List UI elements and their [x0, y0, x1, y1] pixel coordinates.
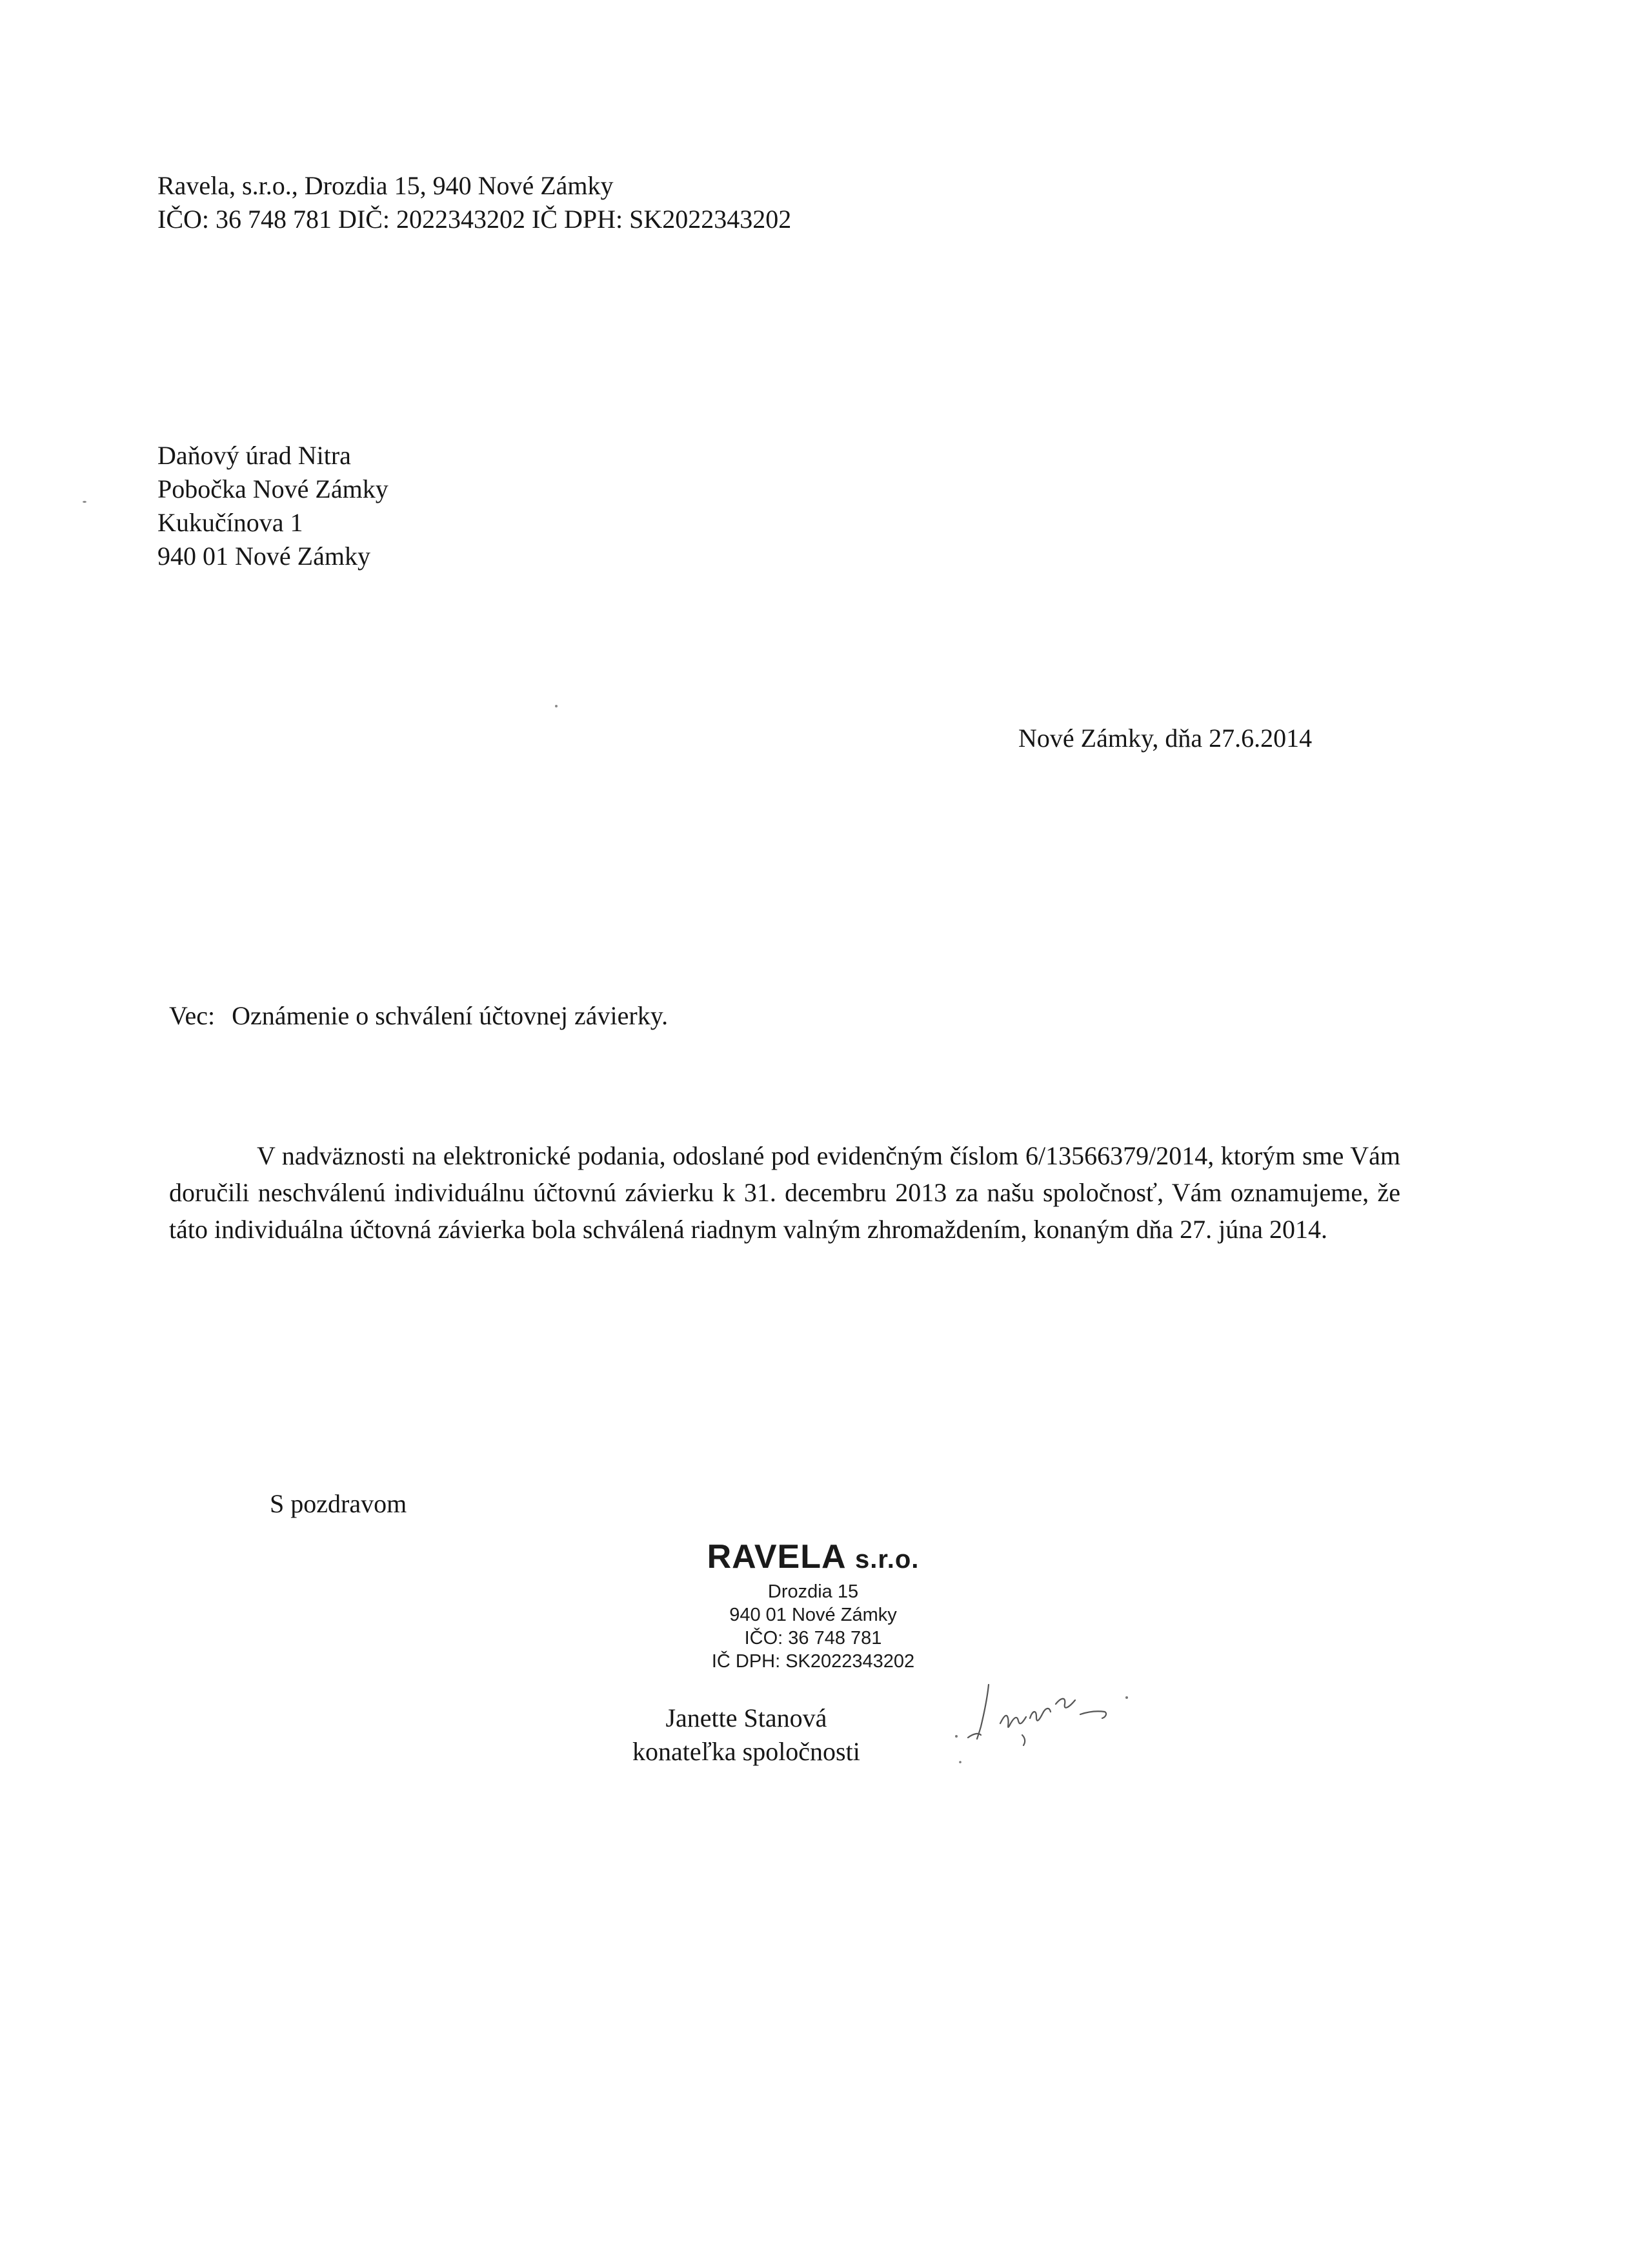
recipient-line-branch: Pobočka Nové Zámky — [157, 474, 388, 503]
signatory-name: Janette Stanová — [665, 1703, 827, 1732]
recipient-line-office: Daňový úrad Nitra — [157, 441, 351, 470]
stamp-street: Drozdia 15 — [767, 1581, 859, 1602]
subject-line — [169, 999, 668, 1033]
stamp-city: 940 01 Nové Zámky — [729, 1605, 897, 1625]
body-paragraph: V nadväznosti na elektronické podania, odoslané pod evidenčným číslom 6/13566379/2014, ktorým sme Vám doručili neschválenú individuálnu účtovnú závierku k 31. decembru 2013 za našu spoločnosť, Vám oznamujeme, že táto individuálna účtovná závierka bola schválená riadnym valným zhromaždením, konaným dňa 27. júna 2014. — [169, 1141, 1400, 1244]
recipient-address — [157, 439, 388, 573]
recipient-line-city: 940 01 Nové Zámky — [157, 542, 370, 571]
stamp-company-name: RAVELA — [707, 1538, 845, 1576]
letter-date: Nové Zámky, dňa 27.6.2014 — [1018, 724, 1313, 753]
sender-address-line: Ravela, s.r.o., Drozdia 15, 940 Nové Zámky — [157, 171, 614, 200]
signatory-block — [632, 1701, 860, 1769]
subject-text: Oznámenie o schválení účtovnej závierky. — [232, 1001, 669, 1030]
stamp-company-suffix: s.r.o. — [855, 1545, 920, 1574]
recipient-line-street: Kukučínova 1 — [157, 508, 303, 537]
scan-speck — [555, 705, 558, 707]
signatory-role: konateľka spoločnosti — [632, 1737, 860, 1766]
stamp-ico: IČO: 36 748 781 — [744, 1628, 882, 1649]
handwritten-signature — [942, 1659, 1162, 1775]
company-stamp — [645, 1536, 981, 1673]
stamp-company — [645, 1536, 981, 1580]
subject-label: Vec: — [169, 1001, 216, 1030]
sender-ids-line: IČO: 36 748 781 DIČ: 2022343202 IČ DPH: SK2022343202 — [157, 205, 792, 234]
stamp-vat-id: IČ DPH: SK2022343202 — [711, 1651, 915, 1672]
sender-header — [157, 169, 791, 236]
closing-greeting: S pozdravom — [270, 1489, 407, 1518]
scan-speck — [83, 501, 86, 503]
letter-body — [169, 1137, 1400, 1248]
